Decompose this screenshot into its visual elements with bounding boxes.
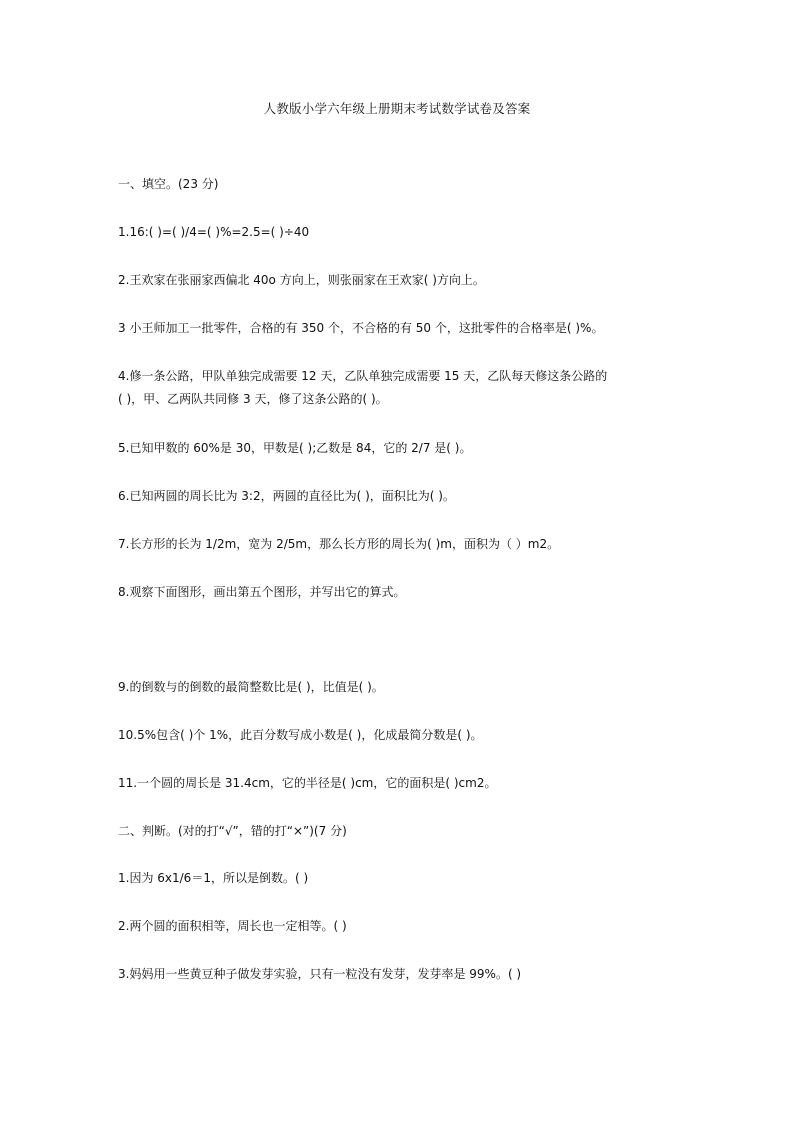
question-1-2: 2.王欢家在张丽家西偏北 40o 方向上，则张丽家在王欢家( )方向上。: [118, 273, 485, 287]
question-1-4-line1: 4.修一条公路，甲队单独完成需要 12 天，乙队单独完成需要 15 天，乙队每天修这条公路的: [118, 369, 608, 383]
section-heading-fill-in: 一、填空。(23 分): [118, 177, 219, 191]
question-1-5: 5.已知甲数的 60%是 30，甲数是( );乙数是 84，它的 2/7 是( )。: [118, 441, 472, 455]
question-2-3: 3.妈妈用一些黄豆种子做发芽实验，只有一粒没有发芽，发芽率是 99%。( ): [118, 967, 522, 981]
question-1-11: 11.一个圆的周长是 31.4cm，它的半径是( )cm，它的面积是( )cm2。: [118, 776, 497, 790]
question-1-8: 8.观察下面图形，画出第五个图形，并写出它的算式。: [118, 585, 406, 599]
question-1-9: 9.的倒数与的倒数的最简整数比是( )，比值是( )。: [118, 680, 384, 694]
question-1-1: 1.16:( )=( )/4=( )%=2.5=( )÷40: [118, 225, 310, 239]
question-1-4-line2: ( )，甲、乙两队共同修 3 天，修了这条公路的( )。: [118, 392, 388, 406]
question-2-2: 2.两个圆的面积相等，周长也一定相等。( ): [118, 919, 347, 933]
section-heading-true-false: 二、判断。(对的打“√”，错的打“×”)(7 分): [118, 824, 347, 838]
question-1-10: 10.5%包含( )个 1%，此百分数写成小数是( )，化成最简分数是( )。: [118, 728, 483, 742]
question-1-3: 3 小王师加工一批零件，合格的有 350 个，不合格的有 50 个，这批零件的合格率是( )%。: [118, 321, 604, 335]
question-2-1: 1.因为 6x1/6＝1，所以是倒数。( ): [118, 871, 309, 885]
question-1-6: 6.已知两圆的周长比为 3:2，两圆的直径比为( )，面积比为( )。: [118, 489, 455, 503]
document-title: 人教版小学六年级上册期末考试数学试卷及答案: [263, 101, 531, 116]
question-1-7: 7.长方形的长为 1/2m，宽为 2/5m，那么长方形的周长为( )m，面积为（ ）m2。: [118, 537, 560, 551]
